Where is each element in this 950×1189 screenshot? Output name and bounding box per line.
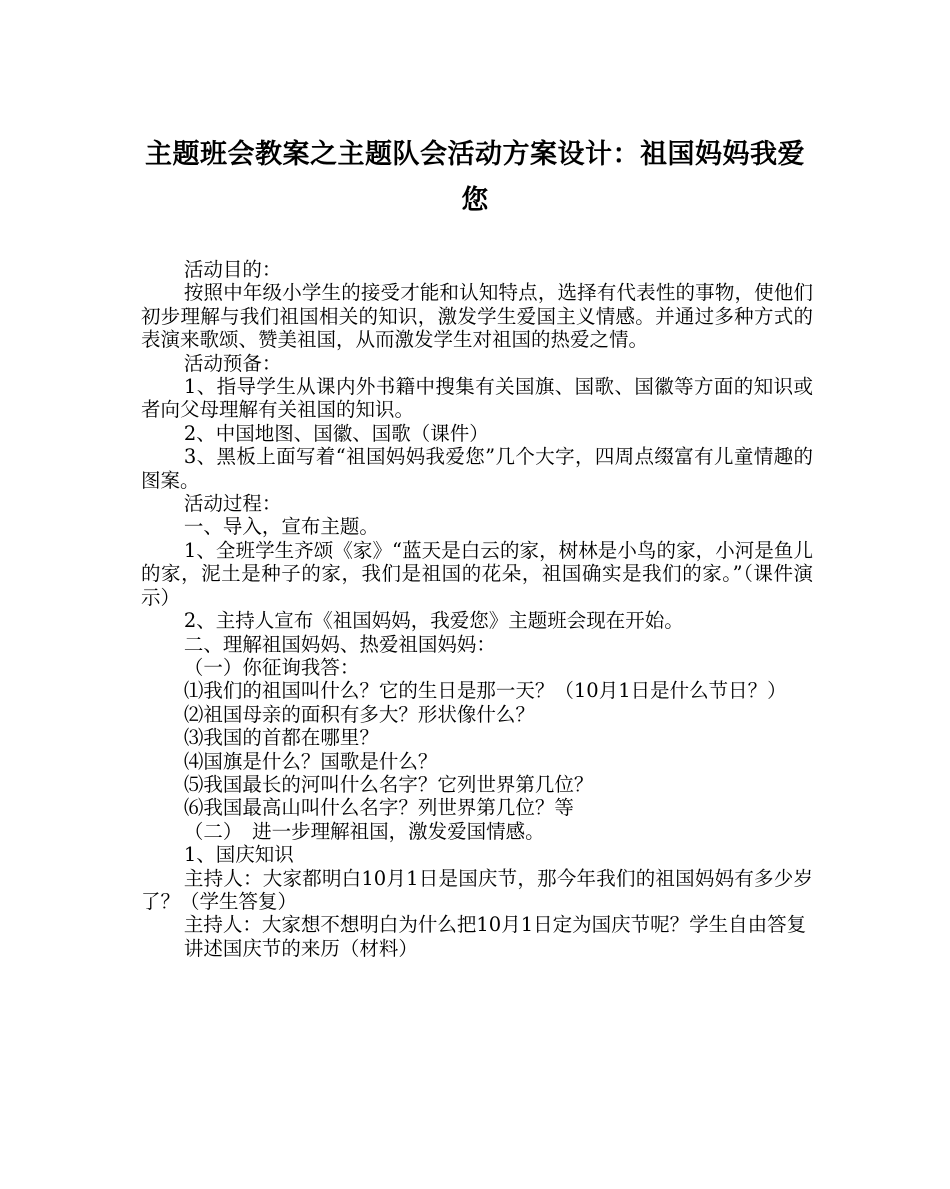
paragraph: 活动目的：	[183, 258, 282, 281]
page-title	[138, 132, 812, 224]
paragraph: 讲述国庆节的来历（材料）	[183, 936, 418, 960]
paragraph: 主持人：大家都明白10月1日是国庆节，那今年我们的祖国妈妈有多少岁了？（学生答复）	[141, 866, 813, 913]
paragraph: ⑹我国最高山叫什么名字？列世界第几位？等	[183, 796, 574, 820]
paragraph: 主持人：大家想不想明白为什么把10月1日定为国庆节呢？学生自由答复	[183, 913, 807, 937]
paragraph: 二、理解祖国妈妈、热爱祖国妈妈：	[183, 632, 496, 656]
paragraph: （二） 进一步理解祖国，激发爱国情感。	[183, 819, 545, 843]
paragraph: 2、主持人宣布《祖国妈妈，我爱您》主题班会现在开始。	[183, 609, 684, 633]
paragraph: 活动过程：	[183, 492, 282, 516]
paragraph: 1、国庆知识	[183, 843, 294, 867]
paragraph: 1、指导学生从课内外书籍中搜集有关国旗、国歌、国徽等方面的知识或者向父母理解有关祖国的知识。	[141, 375, 813, 422]
title-line-2: 您	[461, 185, 489, 216]
title-line-1: 主题班会教案之主题队会活动方案设计：祖国妈妈我爱	[145, 139, 805, 170]
paragraph: 1、全班学生齐颂《家》“蓝天是白云的家，树林是小鸟的家，小河是鱼儿的家，泥土是种子的家，我们是祖国的花朵，祖国确实是我们的家。”（课件演示）	[141, 538, 813, 609]
paragraph: 一、导入，宣布主题。	[183, 515, 379, 539]
paragraph: ⑵祖国母亲的面积有多大？形状像什么？	[183, 702, 535, 726]
paragraph: ⑶我国的首都在哪里？	[183, 726, 379, 750]
paragraph: （一）你征询我答：	[183, 655, 360, 679]
document-body	[141, 258, 813, 960]
paragraph: ⑸我国最长的河叫什么名字？它列世界第几位？	[183, 772, 594, 796]
paragraph: 3、黑板上面写着“祖国妈妈我爱您”几个大字，四周点缀富有儿童情趣的图案。	[141, 445, 813, 492]
paragraph: 活动预备：	[183, 351, 282, 375]
paragraph: 按照中年级小学生的接受才能和认知特点，选择有代表性的事物，使他们初步理解与我们祖国相关的知识，激发学生爱国主义情感。并通过多种方式的表演来歌颂、赞美祖国，从而激发学生对祖国的热爱之情。	[141, 281, 813, 352]
paragraph: 2、中国地图、国徽、国歌（课件）	[183, 421, 489, 445]
paragraph: ⑷国旗是什么？国歌是什么？	[183, 749, 438, 773]
paragraph: ⑴我们的祖国叫什么？它的生日是那一天？（10月1日是什么节日？）	[183, 679, 787, 703]
